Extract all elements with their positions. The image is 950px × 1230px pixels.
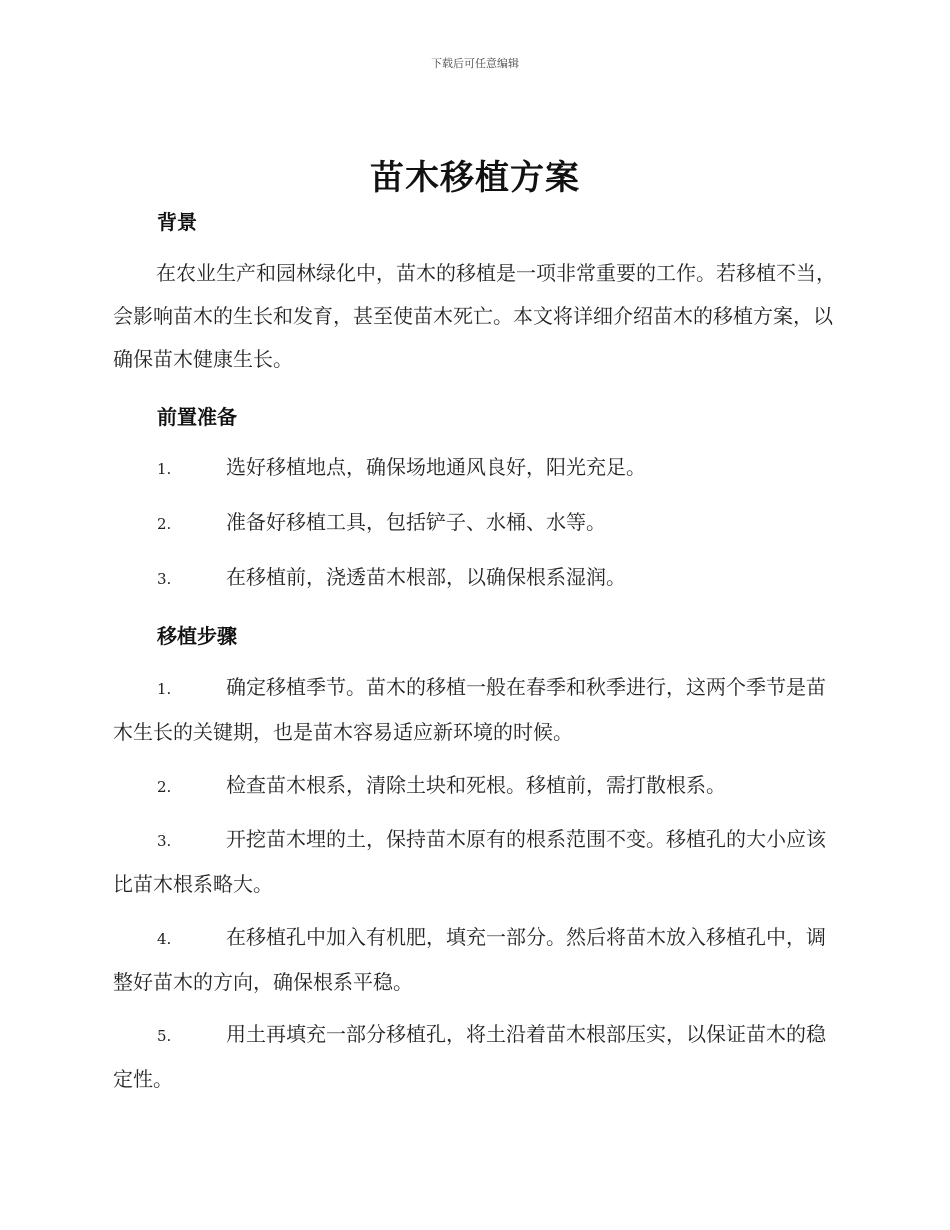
section-heading-preparation: 前置准备 (157, 405, 237, 429)
list-item (113, 556, 838, 601)
list-item (113, 916, 838, 1004)
list-text: 用土再填充一部分移植孔，将土沿着苗木根部压实，以保证苗木的稳定性。 (113, 1022, 826, 1091)
section-heading-steps: 移植步骤 (157, 624, 237, 648)
list-number: 4. (157, 930, 172, 948)
list-number: 2. (157, 778, 172, 796)
list-text: 检查苗木根系，清除土块和死根。移植前，需打散根系。 (226, 773, 726, 797)
list-text: 确定移植季节。苗木的移植一般在春季和秋季进行，这两个季节是苗木生长的关键期，也是苗木容易适应新环境的时候。 (113, 675, 826, 744)
list-text: 在移植孔中加入有机肥，填充一部分。然后将苗木放入移植孔中，调整好苗木的方向，确保根系平稳。 (113, 925, 826, 994)
list-text: 在移植前，浇透苗木根部，以确保根系湿润。 (226, 565, 626, 589)
section-heading-background: 背景 (157, 210, 197, 234)
list-item (113, 1013, 838, 1101)
background-paragraph: 在农业生产和园林绿化中，苗木的移植是一项非常重要的工作。若移植不当，会影响苗木的生长和发育，甚至使苗木死亡。本文将详细介绍苗木的移植方案，以确保苗木健康生长。 (113, 261, 836, 371)
list-number: 2. (157, 515, 172, 533)
header-note: 下载后可任意编辑 (431, 57, 519, 70)
list-item (113, 446, 838, 491)
list-item (113, 818, 838, 906)
list-number: 1. (157, 680, 172, 698)
list-number: 3. (157, 832, 172, 850)
list-text: 准备好移植工具，包括铲子、水桶、水等。 (226, 510, 606, 534)
list-number: 3. (157, 570, 172, 588)
list-number: 1. (157, 460, 172, 478)
list-number: 5. (157, 1027, 172, 1045)
list-item (113, 666, 838, 754)
list-item (113, 501, 838, 546)
document-title: 苗木移植方案 (370, 158, 580, 198)
list-item (113, 764, 838, 809)
list-text: 选好移植地点，确保场地通风良好，阳光充足。 (226, 455, 646, 479)
list-text: 开挖苗木埋的土，保持苗木原有的根系范围不变。移植孔的大小应该比苗木根系略大。 (113, 827, 826, 896)
